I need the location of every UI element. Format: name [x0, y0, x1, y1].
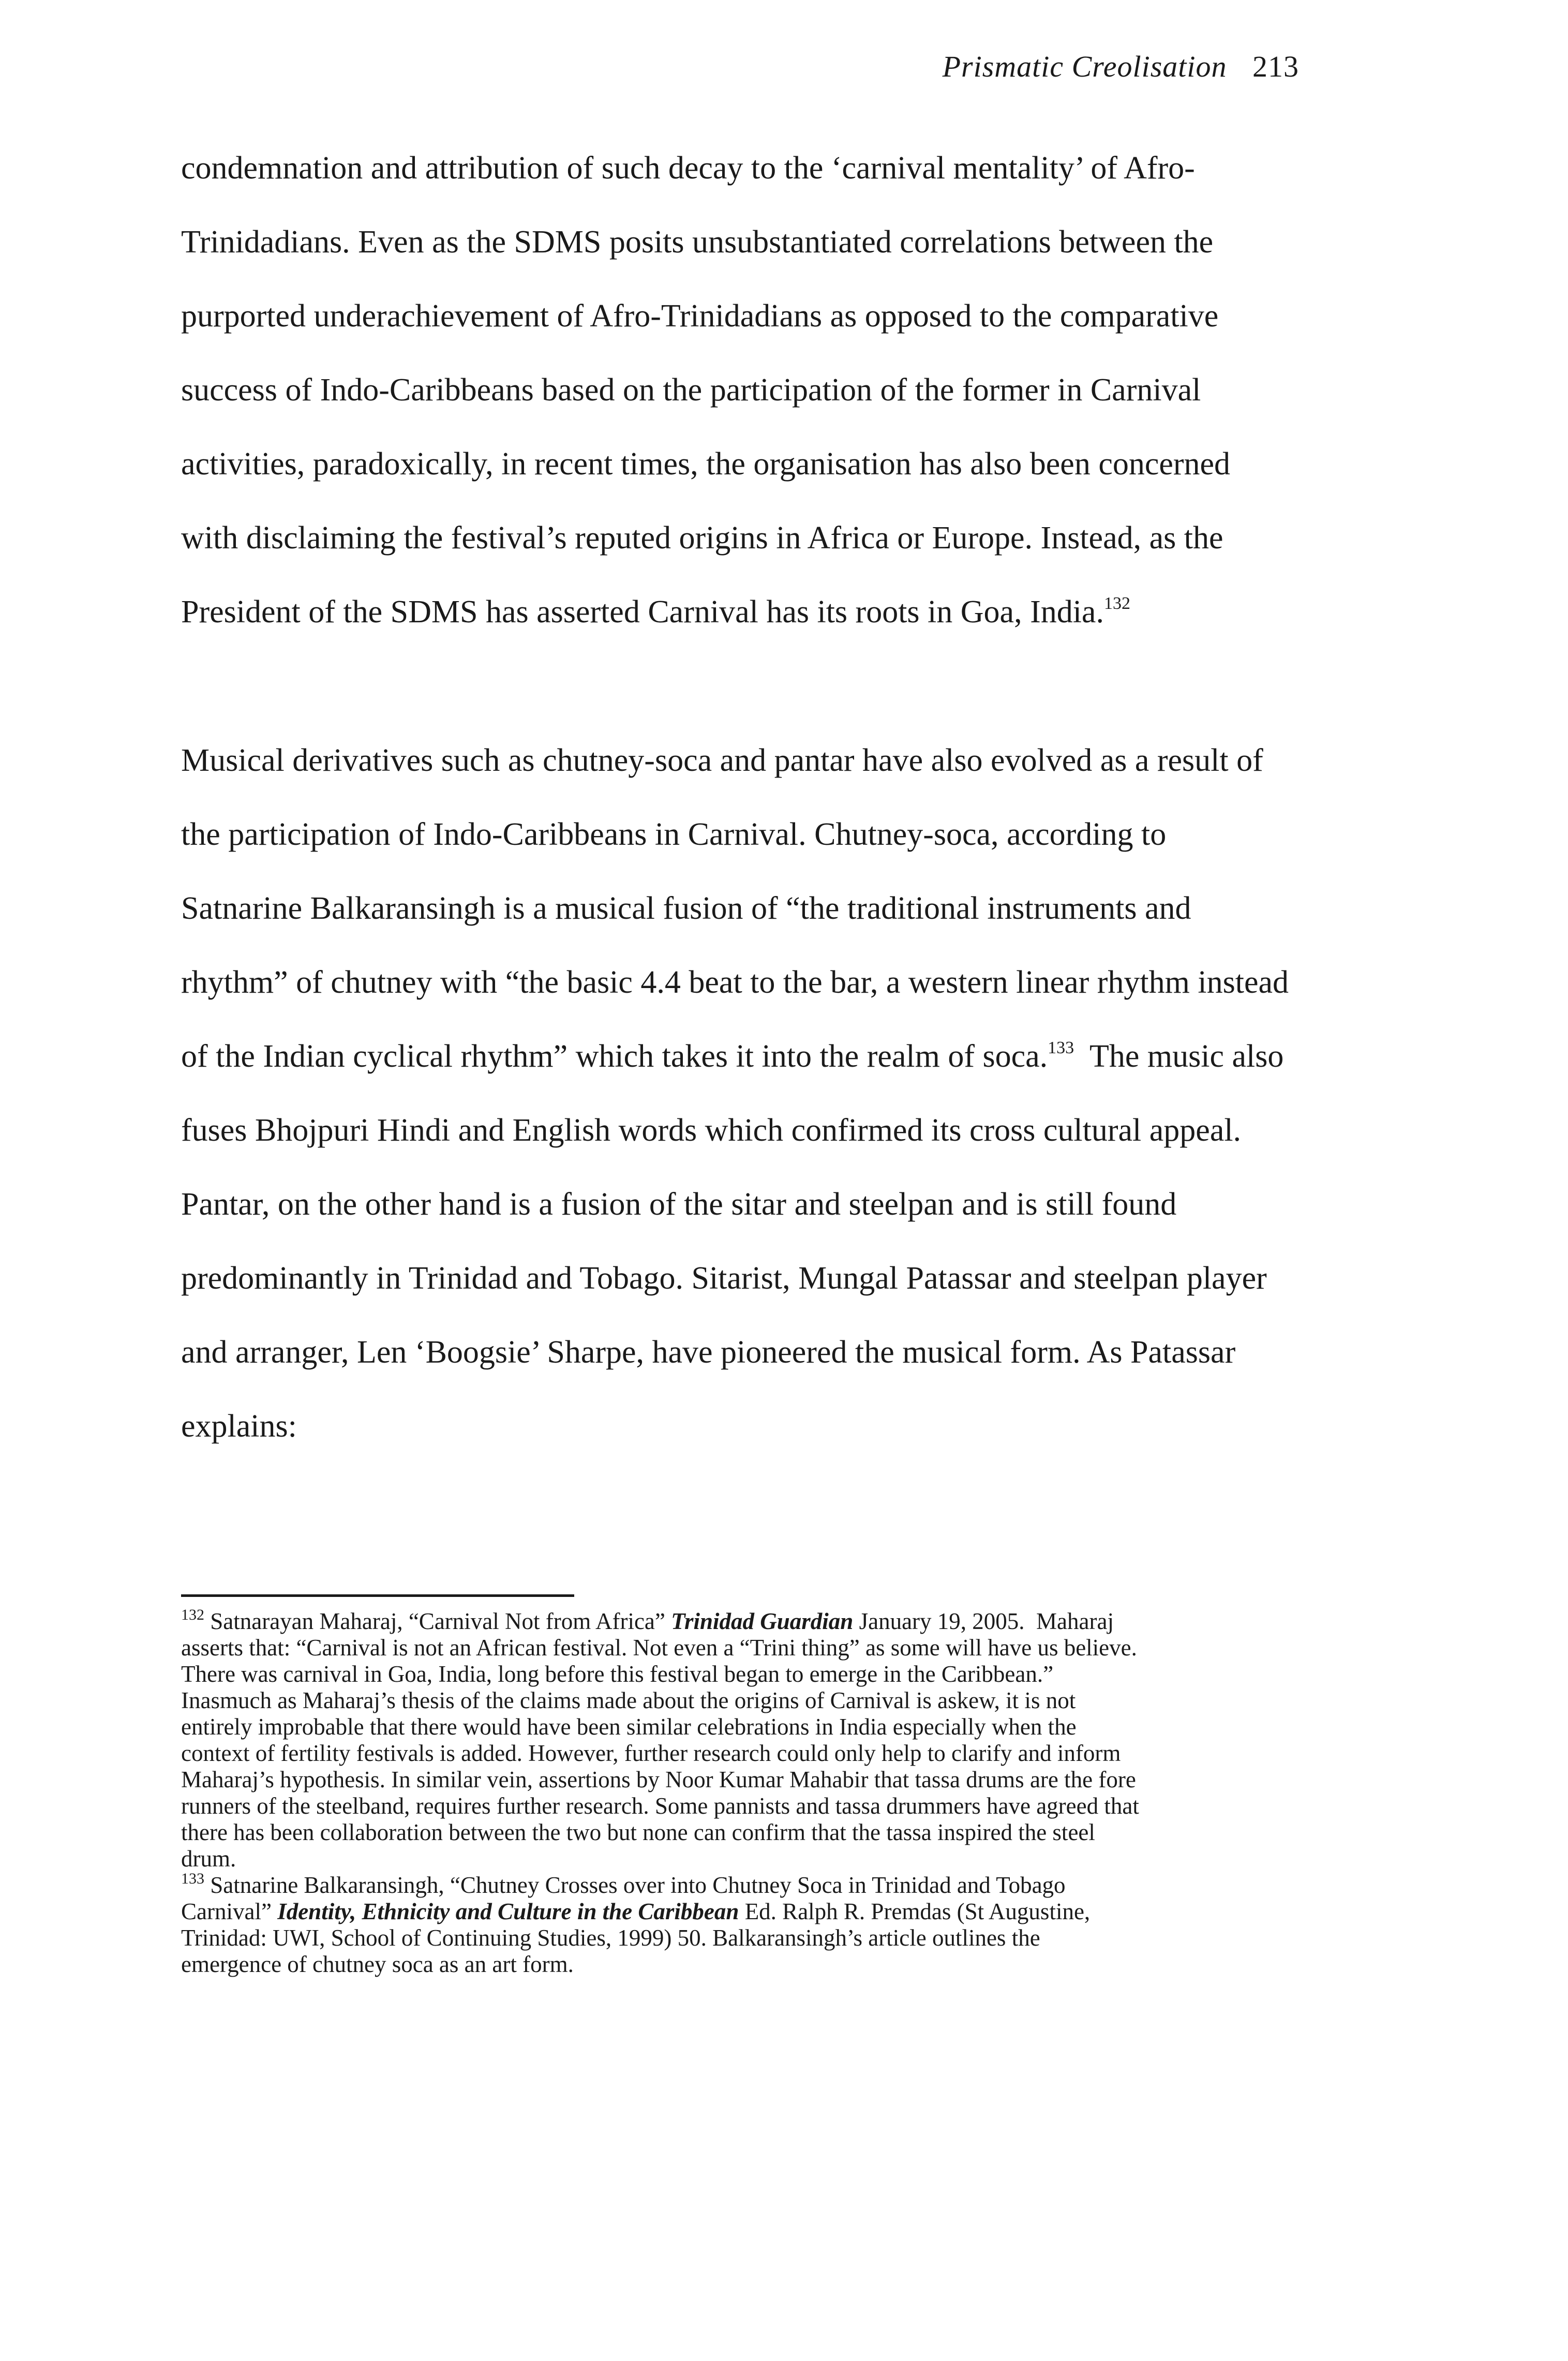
text-line: with disclaiming the festival’s reputed origins in Africa or Europe. Instead, as the [181, 520, 1223, 556]
text-span: of the Indian cyclical rhythm” which takes it into the realm of soca. [181, 1039, 1048, 1074]
footnote-132-line: there has been collaboration between the two but none can confirm that the tassa inspired the steel [181, 1819, 1095, 1845]
text-line: Trinidadians. Even as the SDMS posits unsubstantiated correlations between the [181, 225, 1214, 260]
text-span: January 19, 2005. Maharaj [853, 1608, 1114, 1634]
footnote-132-line [181, 1608, 1114, 1635]
footnote-132-line: context of fertility festivals is added. However, further research could only help to clarify and inform [181, 1740, 1121, 1766]
footnote-132-line: entirely improbable that there would have been similar celebrations in India especially when the [181, 1714, 1077, 1740]
footnote-133-line [181, 1898, 1090, 1925]
footnote-133-line [181, 1872, 1066, 1899]
text-span: Satnarayan Maharaj, “Carnival Not from Africa” [204, 1608, 671, 1634]
running-head-title: Prismatic Creolisation [942, 50, 1227, 83]
footnote-ref-133[interactable]: 133 [1048, 1038, 1074, 1057]
footnote-132-line: Maharaj’s hypothesis. In similar vein, assertions by Noor Kumar Mahabir that tassa drums are the fore [181, 1767, 1136, 1792]
footnote-132-line: asserts that: “Carnival is not an African festival. Not even a “Trini thing” as some will have us believe. [181, 1635, 1137, 1661]
text-line: Musical derivatives such as chutney-soca and pantar have also evolved as a result of [181, 743, 1263, 778]
text-line: activities, paradoxically, in recent times, the organisation has also been concerned [181, 446, 1231, 482]
text-line: rhythm” of chutney with “the basic 4.4 beat to the bar, a western linear rhythm instead [181, 965, 1289, 1000]
footnote-132-line: runners of the steelband, requires further research. Some pannists and tassa drummers have agreed that [181, 1793, 1139, 1819]
footnote-separator [181, 1594, 574, 1597]
text-span: The music also [1074, 1039, 1284, 1074]
footnote-number-133: 133 [181, 1870, 204, 1887]
footnote-132-line: There was carnival in Goa, India, long before this festival began to emerge in the Caribbean.” [181, 1661, 1054, 1687]
running-head [943, 49, 1299, 84]
page-number: 213 [1252, 50, 1299, 83]
text-span: Satnarine Balkaransingh, “Chutney Crosses over into Chutney Soca in Trinidad and Tobago [204, 1872, 1066, 1898]
text-line: fuses Bhojpuri Hindi and English words which confirmed its cross cultural appeal. [181, 1113, 1242, 1148]
text-line [181, 1038, 1283, 1075]
footnote-133-line: emergence of chutney soca as an art form. [181, 1951, 574, 1977]
text-line: explains: [181, 1409, 297, 1444]
footnote-133-line: Trinidad: UWI, School of Continuing Studies, 1999) 50. Balkaransingh’s article outlines the [181, 1925, 1040, 1951]
text-line: Satnarine Balkaransingh is a musical fusion of “the traditional instruments and [181, 891, 1191, 926]
footnote-132-line: Inasmuch as Maharaj’s thesis of the claims made about the origins of Carnival is askew, it is not [181, 1687, 1076, 1713]
source-title: Trinidad Guardian [671, 1608, 854, 1634]
text-line: success of Indo-Caribbeans based on the participation of the former in Carnival [181, 372, 1201, 408]
footnote-ref-132[interactable]: 132 [1103, 594, 1130, 613]
text-span: President of the SDMS has asserted Carnival has its roots in Goa, India. [181, 594, 1104, 630]
text-line: predominantly in Trinidad and Tobago. Sitarist, Mungal Patassar and steelpan player [181, 1261, 1267, 1296]
source-title: Identity, Ethnicity and Culture in the Caribbean [277, 1899, 739, 1924]
text-line: purported underachievement of Afro-Trinidadians as opposed to the comparative [181, 298, 1219, 334]
footnote-number-132: 132 [181, 1606, 204, 1623]
text-line: the participation of Indo-Caribbeans in Carnival. Chutney-soca, according to [181, 817, 1167, 852]
text-span: Carnival” [181, 1899, 278, 1924]
text-line [181, 594, 1130, 631]
text-line: and arranger, Len ‘Boogsie’ Sharpe, have pioneered the musical form. As Patassar [181, 1335, 1236, 1370]
footnote-132-line: drum. [181, 1846, 236, 1872]
text-span: Ed. Ralph R. Premdas (St Augustine, [739, 1899, 1091, 1924]
text-line: Pantar, on the other hand is a fusion of the sitar and steelpan and is still found [181, 1187, 1177, 1222]
text-line: condemnation and attribution of such decay to the ‘carnival mentality’ of Afro- [181, 151, 1195, 186]
